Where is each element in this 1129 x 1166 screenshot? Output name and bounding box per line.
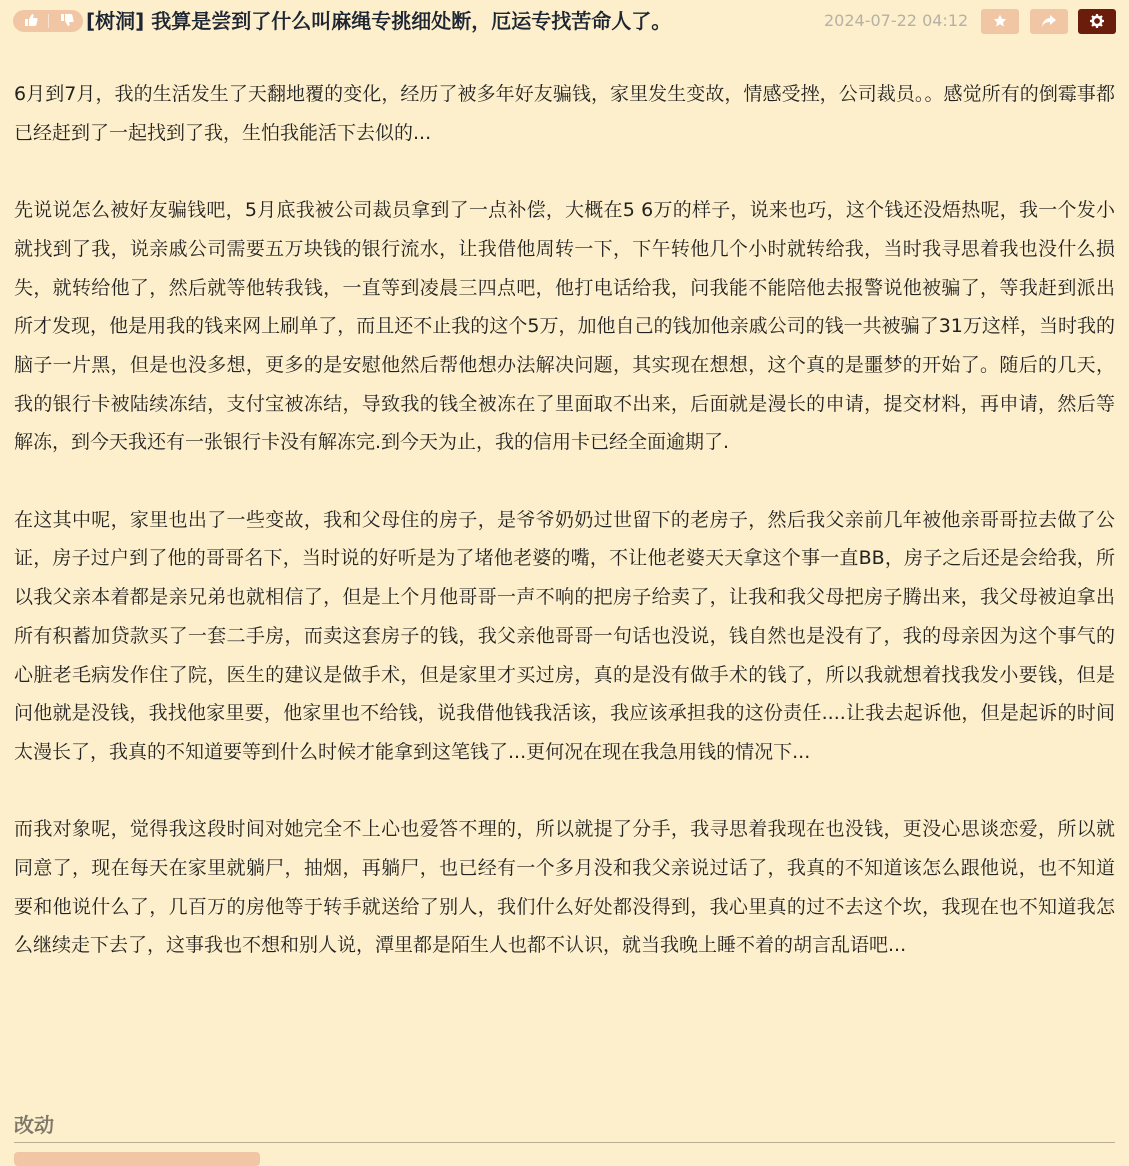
edit-section-divider [14,1142,1115,1143]
share-button[interactable] [1030,9,1068,34]
settings-button[interactable] [1078,9,1116,34]
post-timestamp: 2024-07-22 04:12 [824,11,969,30]
star-icon [993,12,1007,30]
vote-divider [48,14,49,28]
vote-control [13,10,83,32]
gear-icon [1090,12,1104,30]
share-icon [1041,12,1057,30]
edit-section-title: 改动 [14,1113,54,1137]
edit-entry-chip [14,1152,260,1166]
post-header [0,0,1129,44]
post-title: [树洞] 我算是尝到了什么叫麻绳专挑细处断，厄运专找苦命人了。 [86,9,672,33]
post-paragraph: 而我对象呢，觉得我这段时间对她完全不上心也爱答不理的，所以就提了分手，我寻思着我现在也没钱，更没心思谈恋爱，所以就同意了，现在每天在家里就躺尸，抽烟，再躺尸，也已经有一个多月没和我父亲说过话了，我真的不知道该怎么跟他说，也不知道要和他说什么了，几百万的房他等于转手就送给了别人，我们什么好处都没得到，我心里真的过不去这个坎，我现在也不知道我怎么继续走下去了，这事我也不想和别人说，潭里都是陌生人也都不认识，就当我晚上睡不着的胡言乱语吧... [14,818,1115,957]
post-paragraph: 在这其中呢，家里也出了一些变故，我和父母住的房子，是爷爷奶奶过世留下的老房子，然后我父亲前几年被他亲哥哥拉去做了公证，房子过户到了他的哥哥名下，当时说的好听是为了堵他老婆的嘴，不让他老婆天天拿这个事一直BB，房子之后还是会给我，所以我父亲本着都是亲兄弟也就相信了，但是上个月他哥哥一声不响的把房子给卖了，让我和我父母把房子腾出来，我父母被迫拿出所有积蓄加贷款买了一套二手房，而卖这套房子的钱，我父亲他哥哥一句话也没说，钱自然也是没有了，我的母亲因为这个事气的心脏老毛病发作住了院，医生的建议是做手术，但是家里才买过房，真的是没有做手术的钱了，所以我就想着找我发小要钱，但是问他就是没钱，我找他家里要，他家里也不给钱，说我借他钱我活该，我应该承担我的这份责任....让我去起诉他，但是起诉的时间太漫长了，我真的不知道要等到什么时候才能拿到这笔钱了...更何况在现在我急用钱的情况下... [14,508,1115,763]
favorite-button[interactable] [981,9,1019,34]
thumbs-down-icon[interactable] [59,13,75,29]
post-paragraph: 先说说怎么被好友骗钱吧，5月底我被公司裁员拿到了一点补偿，大概在5 6万的样子，说来也巧，这个钱还没焐热呢，我一个发小就找到了我，说亲戚公司需要五万块钱的银行流水，让我借他周转一下，下午转他几个小时就转给我，当时我寻思着我也没什么损失，就转给他了，然后就等他转我钱，一直等到凌晨三四点吧，他打电话给我，问我能不能陪他去报警说他被骗了，等我赶到派出所才发现，他是用我的钱来网上刷单了，而且还不止我的这个5万，加他自己的钱加他亲戚公司的钱一共被骗了31万这样，当时我的脑子一片黑，但是也没多想，更多的是安慰他然后帮他想办法解决问题，其实现在想想，这个真的是噩梦的开始了。随后的几天，我的银行卡被陆续冻结，支付宝被冻结，导致我的钱全被冻在了里面取不出来，后面就是漫长的申请，提交材料，再申请，然后等解冻，到今天我还有一张银行卡没有解冻完.到今天为止，我的信用卡已经全面逾期了. [14,199,1115,454]
thumbs-up-icon[interactable] [23,13,39,29]
post-paragraph: 6月到7月，我的生活发生了天翻地覆的变化，经历了被多年好友骗钱，家里发生变故，情感受挫，公司裁员。。感觉所有的倒霉事都已经赶到了一起找到了我，生怕我能活下去似的... [14,83,1115,144]
post-body [14,75,1115,1004]
